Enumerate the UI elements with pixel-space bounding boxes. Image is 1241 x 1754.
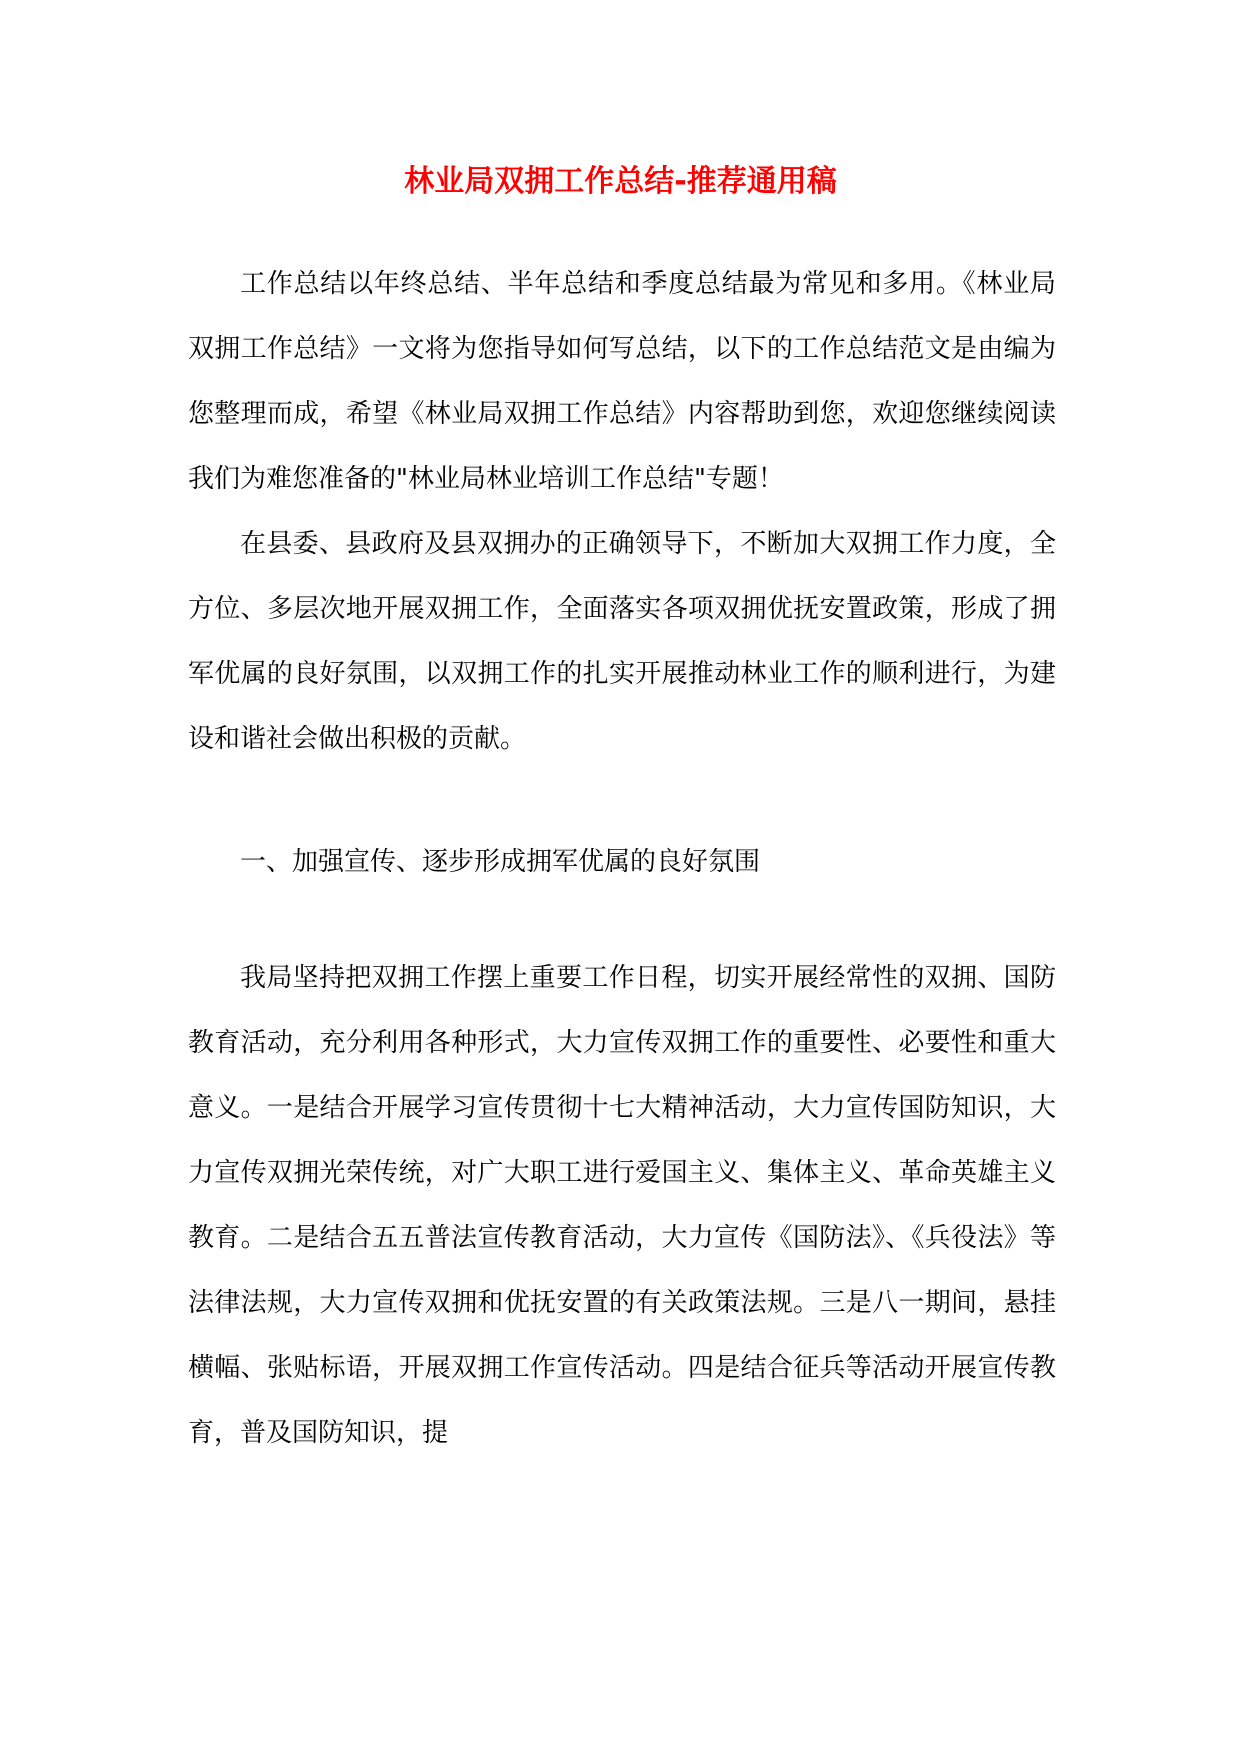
intro-block [188,252,1056,772]
section-heading: 一、加强宣传、逐步形成拥军优属的良好氛围 [240,847,761,877]
section-1-heading-block [188,830,1056,895]
intro-paragraph-1: 工作总结以年终总结、半年总结和季度总结最为常见和多用。《林业局双拥工作总结》一文将为您指导如何写总结，以下的工作总结范文是由编为您整理而成，希望《林业局双拥工作总结》内容帮助到您，欢迎您继续阅读我们为难您准备的"林业局林业培训工作总结"专题！ [188,269,1056,494]
intro-paragraph-2: 在县委、县政府及县双拥办的正确领导下，不断加大双拥工作力度，全方位、多层次地开展双拥工作，全面落实各项双拥优抚安置政策，形成了拥军优属的良好氛围，以双拥工作的扎实开展推动林业工作的顺利进行，为建设和谐社会做出积极的贡献。 [188,529,1056,754]
document-title: 林业局双拥工作总结-推荐通用稿 [404,164,837,199]
section-1-body-block [188,946,1056,1466]
section-1-paragraph: 我局坚持把双拥工作摆上重要工作日程，切实开展经常性的双拥、国防教育活动，充分利用各种形式，大力宣传双拥工作的重要性、必要性和重大意义。一是结合开展学习宣传贯彻十七大精神活动，大力宣传国防知识，大力宣传双拥光荣传统，对广大职工进行爱国主义、集体主义、革命英雄主义教育。二是结合五五普法宣传教育活动，大力宣传《国防法》、《兵役法》等法律法规，大力宣传双拥和优抚安置的有关政策法规。三是八一期间，悬挂横幅、张贴标语，开展双拥工作宣传活动。四是结合征兵等活动开展宣传教育，普及国防知识，提 [188,963,1056,1448]
